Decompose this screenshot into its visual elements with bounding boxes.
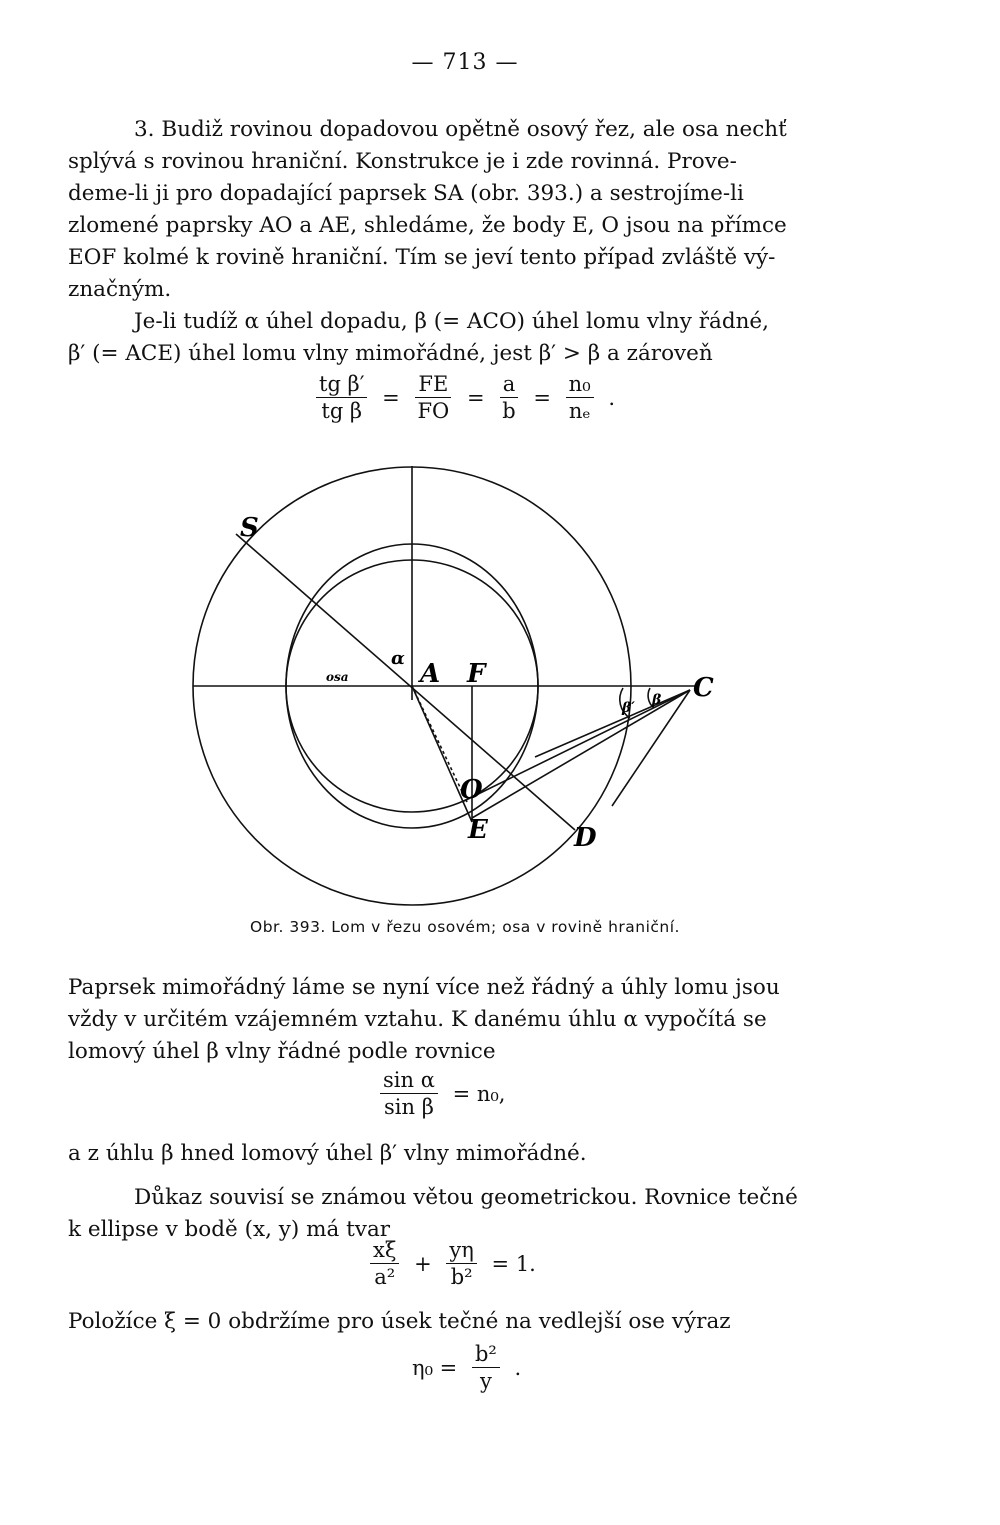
fraction-denominator: sin β <box>384 1095 434 1119</box>
equation-tangent-ellipse <box>366 1238 540 1289</box>
page-number: — 713 — <box>411 50 519 75</box>
fraction-numerator: tg β′ <box>316 372 367 398</box>
equation-lhs: η₀ = <box>412 1355 458 1380</box>
fraction-numerator: b² <box>472 1342 500 1368</box>
label-S: S <box>240 513 259 543</box>
fraction-numerator: sin α <box>380 1068 438 1094</box>
tangent-C-to-E <box>472 690 690 818</box>
label-beta: β <box>652 692 662 708</box>
fraction-numerator: a <box>500 372 519 398</box>
text-line: Paprsek mimořádný láme se nyní více než řádný a úhly lomu jsou <box>68 975 780 1000</box>
plus-sign: + <box>414 1251 432 1276</box>
label-D: D <box>574 823 597 853</box>
label-F: F <box>467 659 486 689</box>
equation-rhs: = 1. <box>491 1251 536 1276</box>
fraction-denominator: FO <box>417 399 450 423</box>
figure-caption: Obr. 393. Lom v řezu osovém; osa v rovině hraniční. <box>250 918 680 936</box>
label-beta-prime: β′ <box>622 700 635 716</box>
equals-sign: = <box>533 385 551 410</box>
text-line: Důkaz souvisí se známou větou geometrickou. Rovnice tečné <box>134 1185 798 1210</box>
label-alpha: α <box>391 648 405 669</box>
fraction-numerator: xξ <box>370 1238 399 1264</box>
text-line: zlomené paprsky AO a AE, shledáme, že body E, O jsou na přímce <box>68 213 787 238</box>
period: . <box>608 385 615 410</box>
text-line: značným. <box>68 277 172 302</box>
period: . <box>514 1355 522 1380</box>
label-E: E <box>468 815 488 845</box>
paragraph-3 <box>68 972 852 1068</box>
fraction-denominator: nₑ <box>568 399 591 423</box>
equation-intercept <box>408 1342 525 1393</box>
equation-rhs: = n₀, <box>452 1081 506 1106</box>
paragraph-6 <box>68 1306 852 1338</box>
text-line: a z úhlu β hned lomový úhel β′ vlny mimořádné. <box>68 1141 587 1166</box>
fraction-numerator: n₀ <box>566 372 594 398</box>
equation-snell <box>376 1068 509 1119</box>
label-A: A <box>420 659 441 689</box>
fraction-numerator: FE <box>415 372 451 398</box>
fraction-denominator: tg β <box>321 399 363 423</box>
text-line: Je-li tudíž α úhel dopadu, β (= ACO) úhel lomu vlny řádné, <box>134 309 769 334</box>
equals-sign: = <box>466 385 485 410</box>
text-line: k ellipse v bodě (x, y) má tvar <box>68 1217 391 1242</box>
label-O: O <box>460 775 483 805</box>
paragraph-5 <box>68 1182 852 1246</box>
text-line: EOF kolmé k rovině hraniční. Tím se jeví tento případ zvláště vý- <box>68 245 776 270</box>
text-line: lomový úhel β vlny řádné podle rovnice <box>68 1039 496 1064</box>
paragraph-4 <box>68 1138 852 1170</box>
text-line: splývá s rovinou hraniční. Konstrukce je i zde rovinná. Prove- <box>68 149 737 174</box>
fraction-denominator: a² <box>374 1265 396 1289</box>
text-line: β′ (= ACE) úhel lomu vlny mimořádné, jest β′ > β a zároveň <box>68 341 713 366</box>
label-osa: osa <box>326 670 349 684</box>
text-line: vždy v určitém vzájemném vztahu. K danému úhlu α vypočítá se <box>68 1007 767 1032</box>
text-line: 3. Budiž rovinou dopadovou opětně osový řez, ale osa nechť <box>134 117 787 142</box>
text-line: Položíce ξ = 0 obdržíme pro úsek tečné na vedlejší ose výraz <box>68 1309 731 1334</box>
text-line: deme-li ji pro dopadající paprsek SA (obr. 393.) a sestrojíme-li <box>68 181 744 206</box>
fraction-numerator: yη <box>446 1238 476 1264</box>
equals-sign: = <box>382 385 400 410</box>
fraction-denominator: b <box>502 399 516 423</box>
fraction-denominator: b² <box>450 1265 473 1289</box>
fraction-denominator: y <box>479 1369 492 1393</box>
label-C: C <box>693 673 714 703</box>
